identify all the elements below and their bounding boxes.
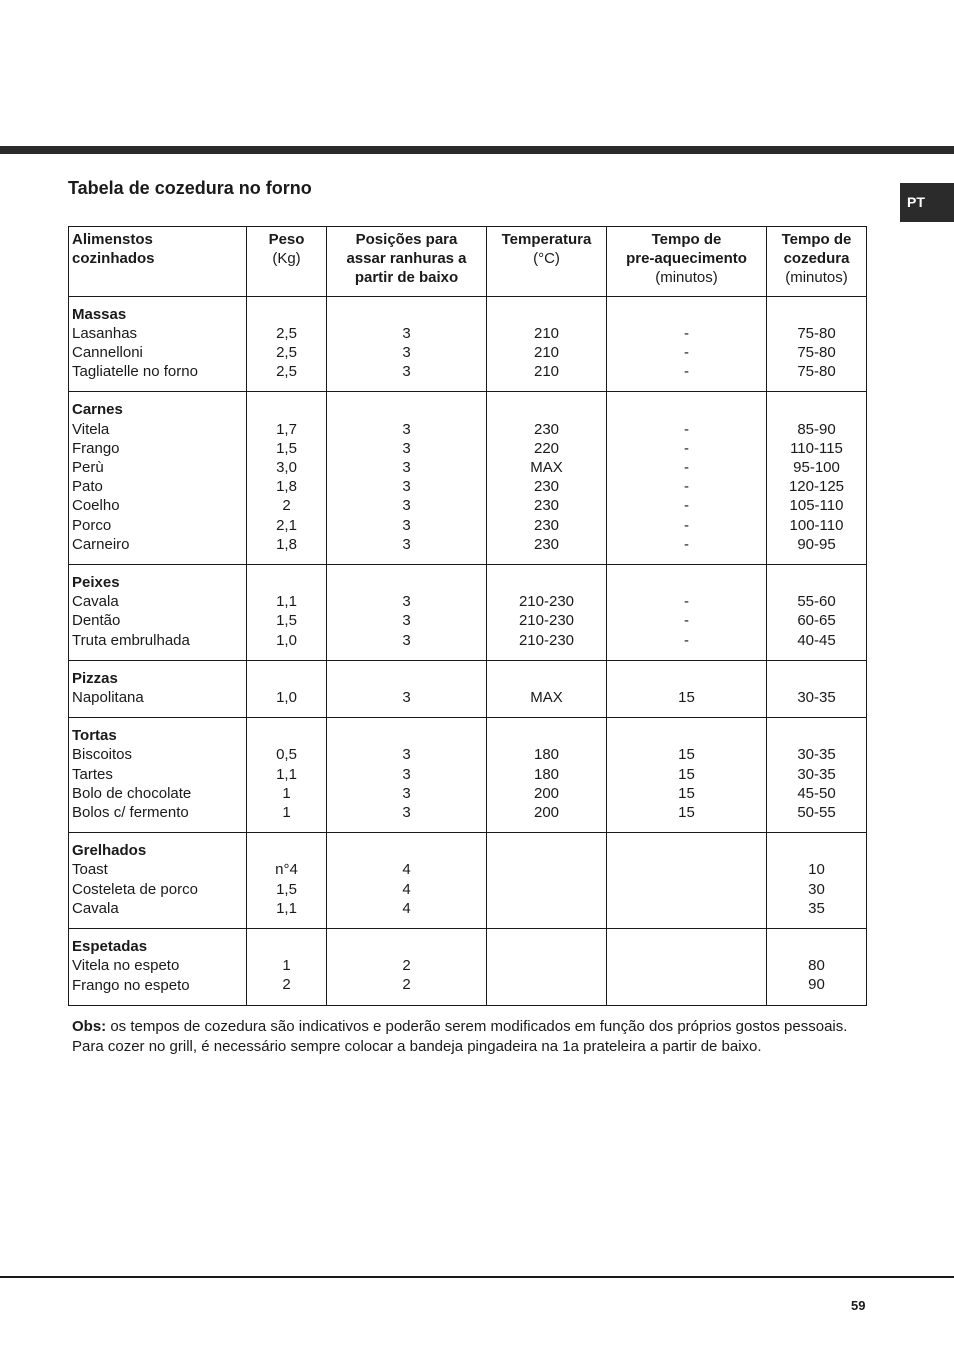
cell-value: 3: [402, 516, 411, 534]
cell-cook-time: [767, 296, 867, 392]
cell-value: 3: [402, 804, 411, 822]
header-line: Posições para: [355, 231, 458, 248]
cell-value: 1,1: [276, 593, 297, 611]
cell-value: 1,1: [276, 899, 297, 917]
cell-value: 4: [402, 899, 411, 917]
cell-temperature: [487, 565, 607, 661]
cell-food: [69, 392, 247, 565]
cell-value: Cavala: [72, 593, 119, 611]
category-label: Peixes: [72, 574, 120, 592]
cell-temperature: [487, 296, 607, 392]
table-row: [69, 929, 867, 1006]
header-unit: (Kg): [272, 250, 301, 268]
cell-value: 3: [402, 363, 411, 381]
cell-value: Lasanhas: [72, 324, 138, 342]
cell-value: MAX: [530, 459, 563, 477]
cell-value: 50-55: [797, 804, 836, 822]
cooking-table: [68, 226, 867, 1006]
cell-food: [69, 565, 247, 661]
cell-value: 110-115: [790, 439, 843, 457]
cell-value: -: [684, 324, 689, 342]
cell-value: 75-80: [797, 344, 836, 361]
cell-cook-time: [767, 718, 867, 833]
cell-temperature: [487, 929, 607, 1006]
cell-value: Frango no espeto: [72, 976, 190, 994]
cell-preheat-time: [607, 392, 767, 565]
cell-cook-time: [767, 929, 867, 1006]
cell-value: 180: [533, 765, 560, 783]
header-cook-time: [767, 227, 867, 297]
cell-value: 75-80: [797, 363, 836, 381]
cell-value: Vitela: [72, 420, 110, 438]
cell-value: 210-230: [518, 631, 575, 649]
cell-value: 1,5: [276, 880, 297, 898]
cell-preheat-time: [607, 929, 767, 1006]
header-temperature: [487, 227, 607, 297]
note-text: os tempos de cozedura são indicativos e poderão serem modificados em função dos próprios gostos pessoais. Para cozer no grill, é necessário sempre colocar a bandeja pingadeira na 1a prateleira a partir de baixo.: [72, 1018, 848, 1055]
cell-value: 1,8: [276, 535, 297, 553]
cell-weight: [247, 565, 327, 661]
cell-value: 35: [808, 899, 825, 917]
cell-value: 230: [533, 420, 560, 438]
cell-value: 3: [402, 765, 411, 783]
header-line: Peso: [268, 231, 305, 248]
cell-value: 2: [282, 976, 291, 994]
cell-value: Truta embrulhada: [72, 631, 190, 649]
cell-value: 230: [533, 516, 560, 534]
cell-cook-time: [767, 392, 867, 565]
cell-weight: [247, 833, 327, 929]
cell-value: -: [684, 497, 689, 515]
cell-weight: [247, 296, 327, 392]
cell-temperature: [487, 392, 607, 565]
cell-value: 80: [808, 957, 825, 975]
cell-value: 220: [533, 439, 560, 457]
cell-value: 210: [533, 363, 560, 381]
category-label: Carnes: [72, 401, 123, 419]
cell-value: 180: [533, 746, 560, 764]
cell-value: [487, 899, 606, 918]
cell-shelf-position: [327, 660, 487, 717]
cell-temperature: [487, 660, 607, 717]
cell-value: 30-35: [797, 689, 836, 707]
cell-value: [607, 956, 766, 975]
cell-value: Tartes: [72, 765, 113, 783]
cell-value: -: [684, 478, 689, 496]
header-food: [69, 227, 247, 297]
cell-value: 200: [533, 784, 560, 802]
cell-value: 3: [402, 631, 411, 649]
header-line: assar ranhuras a: [346, 250, 467, 268]
cell-value: MAX: [530, 689, 563, 707]
category-label: Espetadas: [72, 938, 148, 956]
cell-value: 2,5: [276, 363, 297, 381]
cell-value: 60-65: [797, 612, 836, 630]
cell-value: 230: [533, 535, 560, 553]
header-unit: (°C): [533, 250, 560, 268]
cell-value: [607, 860, 766, 879]
cell-shelf-position: [327, 565, 487, 661]
cell-value: [487, 880, 606, 899]
cell-value: -: [684, 420, 689, 438]
cell-value: 210-230: [518, 593, 575, 611]
table-row: [69, 296, 867, 392]
cell-value: 1,1: [276, 765, 297, 783]
category-label: Pizzas: [72, 669, 118, 687]
cell-value: 1: [282, 784, 291, 802]
cell-value: 10: [808, 861, 825, 879]
cell-value: 1: [282, 804, 291, 822]
cell-value: 105-110: [789, 497, 844, 515]
cell-value: 3: [402, 459, 411, 477]
cell-value: 30-35: [797, 746, 836, 764]
cell-value: 100-110: [789, 516, 844, 534]
cell-value: 15: [678, 784, 695, 802]
cell-value: 3,0: [276, 459, 297, 477]
cell-value: [487, 860, 606, 879]
cell-weight: [247, 929, 327, 1006]
cell-value: 15: [678, 765, 695, 783]
header-line: cozedura: [783, 250, 850, 268]
cell-value: -: [684, 631, 689, 649]
cell-value: 3: [402, 439, 411, 457]
cell-value: 75-80: [797, 324, 836, 342]
cell-weight: [247, 660, 327, 717]
cell-value: 4: [402, 880, 411, 898]
cell-value: 3: [402, 784, 411, 802]
cell-value: -: [684, 593, 689, 611]
table-header-row: [69, 227, 867, 297]
cell-value: 1,0: [276, 689, 297, 707]
cell-value: 3: [402, 497, 411, 515]
cell-value: 3: [402, 324, 411, 342]
cell-value: 30-35: [797, 765, 836, 783]
cell-temperature: [487, 833, 607, 929]
cell-value: -: [684, 363, 689, 381]
note-label: Obs:: [72, 1018, 107, 1035]
cell-value: 95-100: [793, 459, 840, 477]
table-body: [69, 296, 867, 1005]
cell-value: 2: [282, 497, 291, 515]
table-row: [69, 565, 867, 661]
cell-value: Dentão: [72, 612, 121, 630]
cell-shelf-position: [327, 833, 487, 929]
page-number: 59: [851, 1298, 866, 1313]
cell-value: 230: [533, 478, 560, 496]
header-line: Tempo de: [651, 231, 722, 248]
cell-value: Porco: [72, 516, 112, 534]
cell-weight: [247, 392, 327, 565]
cell-value: 15: [678, 804, 695, 822]
cell-value: -: [684, 535, 689, 553]
cell-value: 1,7: [276, 420, 297, 438]
cell-shelf-position: [327, 929, 487, 1006]
header-line: Tempo de: [781, 231, 852, 248]
cell-value: 15: [678, 689, 695, 707]
category-label: Massas: [72, 305, 127, 323]
table-row: [69, 392, 867, 565]
header-unit: (minutos): [655, 269, 718, 287]
cell-value: Toast: [72, 861, 108, 879]
cell-value: [607, 899, 766, 918]
cell-value: 90: [808, 976, 825, 994]
cell-value: 210: [533, 324, 560, 342]
cell-value: 2,5: [276, 324, 297, 342]
page-title: Tabela de cozedura no forno: [68, 178, 312, 198]
cell-value: -: [684, 344, 689, 361]
cell-value: Biscoitos: [72, 746, 133, 764]
cell-shelf-position: [327, 718, 487, 833]
header-line: Temperatura: [501, 231, 592, 248]
cell-value: 30: [808, 880, 825, 898]
category-label: Tortas: [72, 727, 117, 745]
cell-value: -: [684, 612, 689, 630]
cell-value: 3: [402, 478, 411, 496]
cell-value: 3: [402, 344, 411, 361]
header-unit: (minutos): [785, 269, 848, 287]
cell-value: 90-95: [797, 535, 836, 553]
header-weight: [247, 227, 327, 297]
cell-food: [69, 929, 247, 1006]
cell-temperature: [487, 718, 607, 833]
cell-value: 200: [533, 804, 560, 822]
cell-value: Cavala: [72, 899, 119, 917]
header-line: Alimenstos: [72, 231, 153, 248]
header-line: pre-aquecimento: [626, 250, 747, 268]
cell-value: [487, 975, 606, 994]
cell-value: 55-60: [797, 593, 836, 611]
cell-value: Bolos c/ fermento: [72, 804, 189, 822]
cell-value: 1,5: [276, 612, 297, 630]
cell-preheat-time: [607, 833, 767, 929]
cell-cook-time: [767, 833, 867, 929]
cell-weight: [247, 718, 327, 833]
cell-value: Carneiro: [72, 535, 130, 553]
cell-value: 1: [282, 957, 291, 975]
cell-value: Frango: [72, 439, 120, 457]
cell-shelf-position: [327, 392, 487, 565]
cell-value: 40-45: [797, 631, 836, 649]
cell-value: 2,1: [276, 516, 297, 534]
cell-food: [69, 833, 247, 929]
cell-food: [69, 718, 247, 833]
note: [72, 1017, 852, 1056]
cell-preheat-time: [607, 718, 767, 833]
cell-cook-time: [767, 565, 867, 661]
cell-value: -: [684, 459, 689, 477]
cell-food: [69, 660, 247, 717]
cell-value: 2: [402, 976, 411, 994]
cell-value: Tagliatelle no forno: [72, 363, 198, 381]
cell-value: [487, 956, 606, 975]
category-label: Grelhados: [72, 842, 147, 860]
cell-shelf-position: [327, 296, 487, 392]
cell-value: Costeleta de porco: [72, 880, 198, 898]
cell-value: Cannelloni: [72, 344, 143, 362]
cell-value: Vitela no espeto: [72, 957, 180, 975]
top-rule: [0, 146, 954, 154]
header-line: partir de baixo: [354, 269, 459, 287]
cell-value: -: [684, 516, 689, 534]
cell-cook-time: [767, 660, 867, 717]
cell-value: 230: [533, 497, 560, 515]
language-tab: PT: [900, 183, 954, 222]
cell-preheat-time: [607, 296, 767, 392]
cell-value: n°4: [275, 861, 298, 879]
cell-value: 45-50: [797, 784, 836, 802]
cell-value: 15: [678, 746, 695, 764]
cell-preheat-time: [607, 565, 767, 661]
cell-value: 1,8: [276, 478, 297, 496]
cell-value: 85-90: [797, 420, 836, 438]
cell-value: 3: [402, 535, 411, 553]
header-line: cozinhados: [72, 250, 155, 268]
table-row: [69, 833, 867, 929]
table-row: [69, 718, 867, 833]
cell-value: 0,5: [276, 746, 297, 764]
cell-value: Coelho: [72, 497, 120, 515]
header-preheat-time: [607, 227, 767, 297]
cell-value: 3: [402, 593, 411, 611]
cell-value: -: [684, 439, 689, 457]
cell-value: 2: [402, 957, 411, 975]
cell-value: 3: [402, 420, 411, 438]
bottom-rule: [0, 1276, 954, 1278]
cell-value: 210-230: [518, 612, 575, 630]
cell-value: 1,0: [276, 631, 297, 649]
cell-value: [607, 975, 766, 994]
cell-value: Bolo de chocolate: [72, 784, 192, 802]
cell-value: Napolitana: [72, 689, 144, 707]
cell-value: 1,5: [276, 439, 297, 457]
cell-value: 4: [402, 861, 411, 879]
cell-value: 3: [402, 689, 411, 707]
cell-value: 2,5: [276, 344, 297, 361]
cell-value: Perù: [72, 459, 104, 477]
cell-food: [69, 296, 247, 392]
cell-value: Pato: [72, 478, 103, 496]
cell-value: 3: [402, 612, 411, 630]
table-row: [69, 660, 867, 717]
header-shelf-position: [327, 227, 487, 297]
cell-value: 3: [402, 746, 411, 764]
cell-value: 120-125: [788, 478, 845, 496]
cell-value: 210: [533, 344, 560, 361]
cell-value: [607, 880, 766, 899]
cell-preheat-time: [607, 660, 767, 717]
